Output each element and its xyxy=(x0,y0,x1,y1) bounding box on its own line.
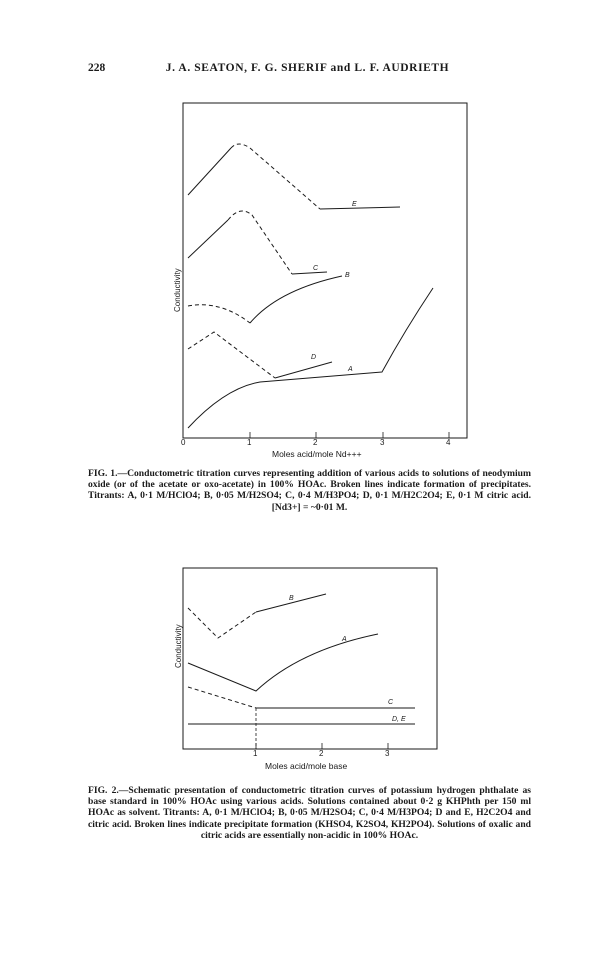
fig2-label-B: B xyxy=(289,595,294,602)
fig1-x-ticks xyxy=(250,432,449,438)
fig1-tick-1: 1 xyxy=(247,438,252,447)
fig2-label-C: C xyxy=(388,699,394,706)
fig2-curve-C-broken xyxy=(188,687,256,708)
fig2-ylabel: Conductivity xyxy=(174,624,183,668)
fig1-curve-E-broken xyxy=(231,144,320,209)
figure-2-caption: FIG. 2.—Schematic presentation of conductometric titration curves of potassium hydrogen phthalate as base standard in 100% HOAc using various acids. Solutions contained about 0·2 g KHPhth per 150 ml HOAc as solvent. Titrants: A, 0·1 M/HClO4; B, 0·05 M/H2SO4; C, 0·4 M/H3PO4; D and E, H2C2O4 and citric acid. Broken lines indicate precipitate formation (KHSO4, K2SO4, KH2PO4). Solutions of oxalic and citric acids are essentially non-acidic in 100% HOAc. xyxy=(88,785,531,841)
fig1-curve-B-broken xyxy=(188,305,250,323)
fig1-label-C: C xyxy=(313,265,319,272)
fig1-curve-E-solid xyxy=(188,148,231,195)
fig1-tick-2: 2 xyxy=(313,438,318,447)
fig1-curves xyxy=(188,144,433,428)
fig2-tick-1: 1 xyxy=(253,749,258,758)
fig1-label-B: B xyxy=(345,272,350,279)
fig1-curve-C-solid xyxy=(188,220,228,258)
fig1-tick-0: 0 xyxy=(181,438,186,447)
fig1-curve-E-solid-2 xyxy=(320,207,400,209)
fig2-label-A: A xyxy=(342,636,347,643)
fig1-curve-D-solid xyxy=(275,362,332,378)
figure-1-caption: FIG. 1.—Conductometric titration curves representing addition of various acids to solutions of neodymium oxide (or of the acetate or oxo-acetate) in 100% HOAc. Broken lines indicate formation of precipitates. Titrants: A, 0·1 M/HClO4; B, 0·05 M/H2SO4; C, 0·4 M/H3PO4; D, 0·1 M/H2C2O4; E, 0·1 M citric acid. [Nd3+] = ~0·01 M. xyxy=(88,468,531,513)
fig2-tick-3: 3 xyxy=(385,749,390,758)
fig2-curve-A xyxy=(188,634,378,691)
fig2-curve-B-broken xyxy=(188,608,256,638)
fig1-tick-3: 3 xyxy=(380,438,385,447)
fig1-curve-D-broken xyxy=(188,332,275,378)
fig2-label-DE: D, E xyxy=(392,716,406,723)
fig1-curve-B-solid xyxy=(250,276,342,323)
fig2-xlabel: Moles acid/mole base xyxy=(265,761,348,771)
fig1-ylabel: Conductivity xyxy=(173,268,182,312)
running-head: J. A. SEATON, F. G. SHERIF and L. F. AUDRIETH xyxy=(165,62,450,74)
fig2-tick-2: 2 xyxy=(319,749,324,758)
fig1-label-E: E xyxy=(352,201,357,208)
fig1-label-A: A xyxy=(348,366,353,373)
fig1-xlabel: Moles acid/mole Nd+++ xyxy=(272,449,362,459)
fig1-curve-C-solid-2 xyxy=(292,272,327,274)
page-number: 228 xyxy=(88,62,106,74)
fig1-tick-4: 4 xyxy=(446,438,451,447)
fig2-curves xyxy=(188,594,415,724)
fig1-curve-C-broken xyxy=(228,211,292,274)
fig1-label-D: D xyxy=(311,354,317,361)
